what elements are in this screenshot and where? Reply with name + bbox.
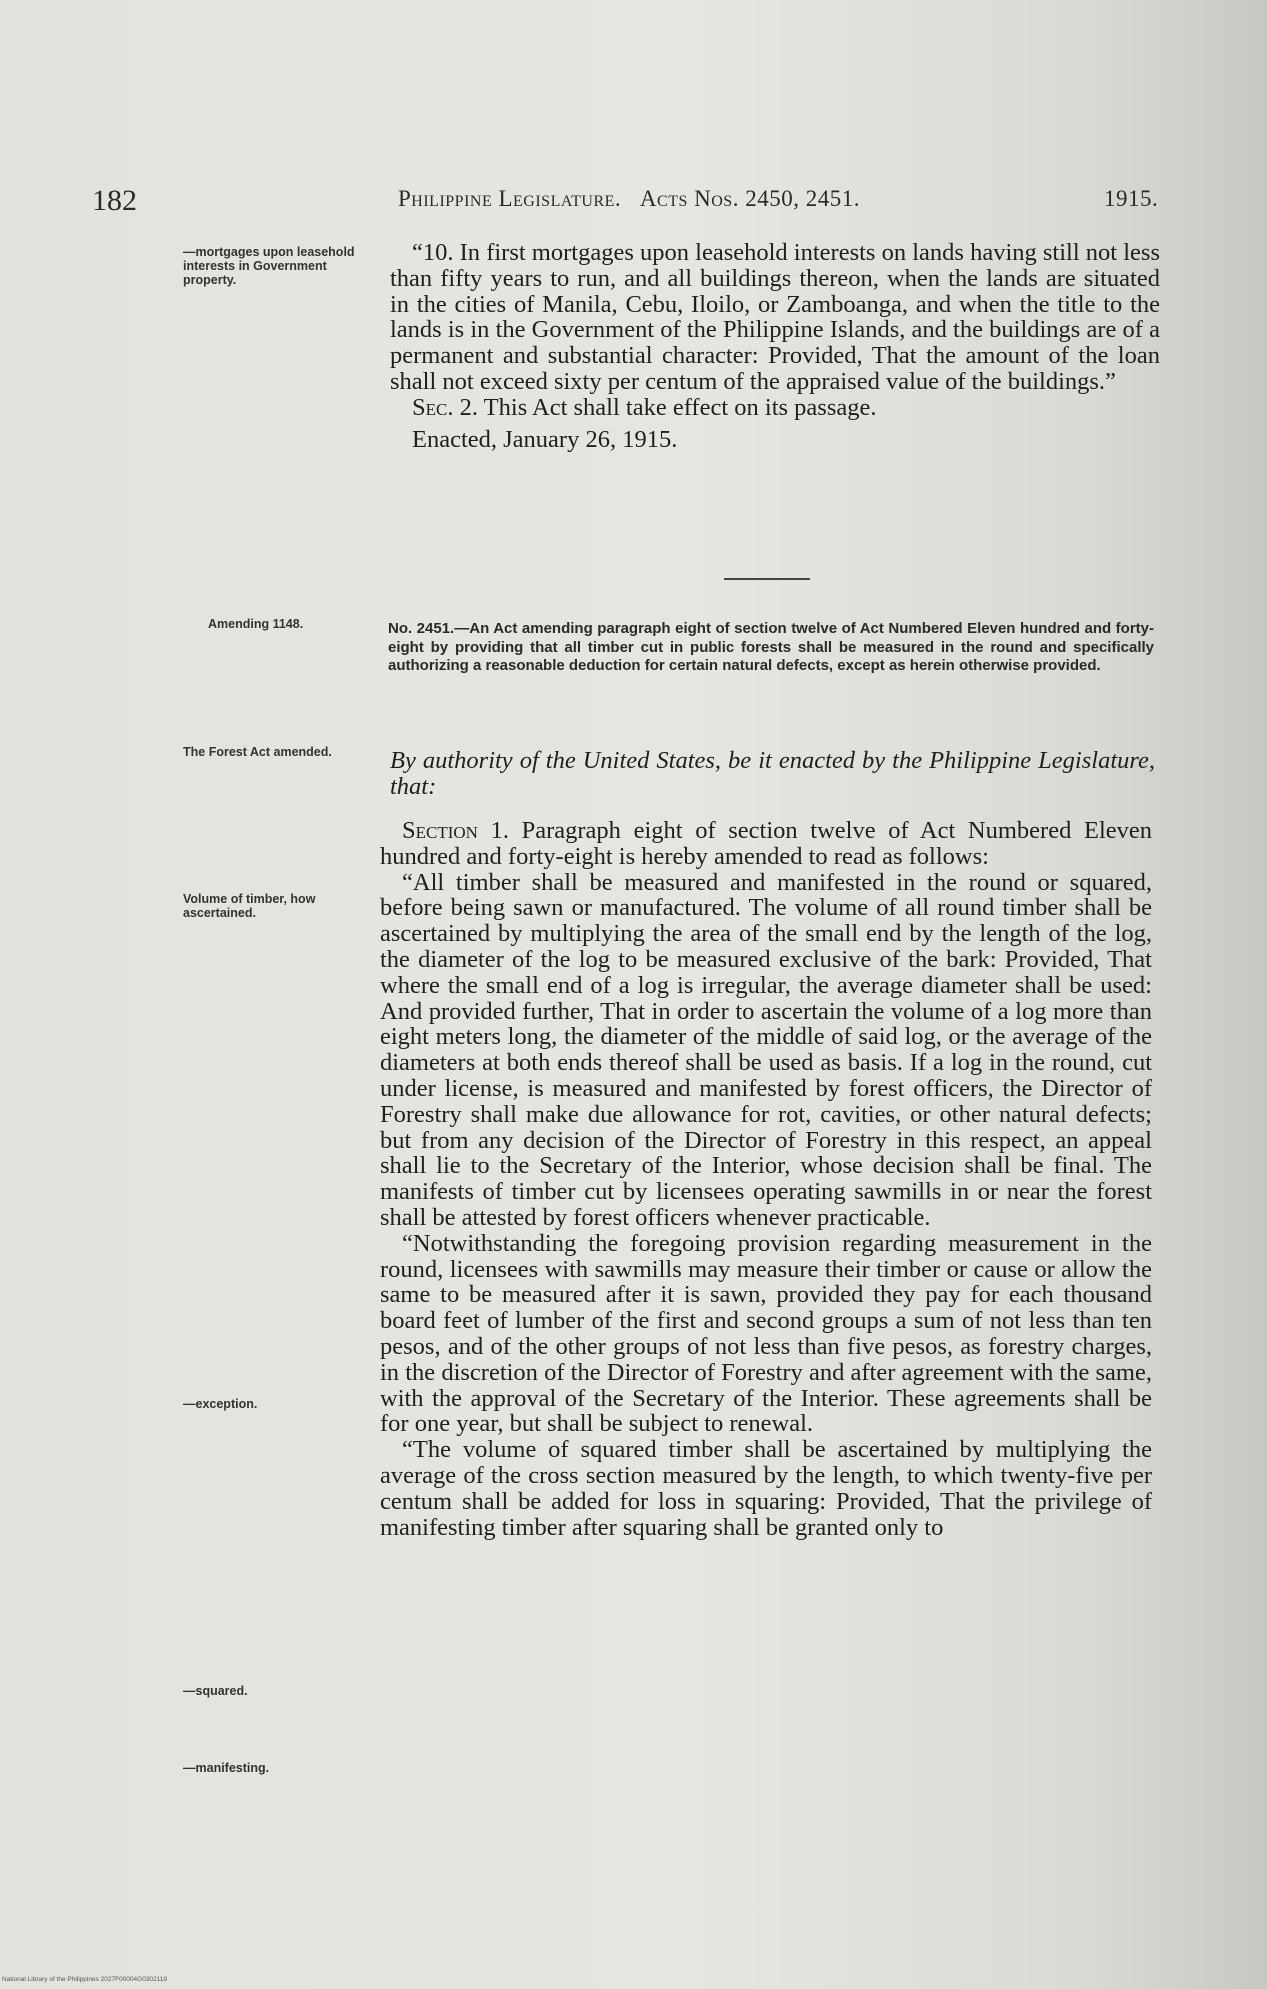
margin-note-mortgages: —mortgages upon leasehold interests in Government property.	[183, 245, 355, 287]
act-2450-paragraph-10: “10. In first mortgages upon leasehold interests on lands having still not less than fifty years to run, and all buildings thereon, when the lands are situated in the cities of Manila, Cebu, Iloilo, or Zamboanga, and when the title to the lands is in the Government of the Philippine Islands, and the buildings are of a permanent and substantial character: Provided, That the amount of the loan shall not exceed sixty per centum of the appraised value of the buildings.”	[390, 239, 1160, 395]
running-head-acts: Acts Nos. 2450, 2451.	[639, 186, 860, 211]
margin-note-manifesting: —manifesting.	[183, 1761, 270, 1775]
running-head-title: Philippine Legislature.	[398, 186, 622, 211]
scan-footer-tag: National Library of the Philippines 2027F00004G0302119	[2, 1976, 168, 1983]
act-2450-enacted-date: Enacted, January 26, 1915.	[412, 425, 678, 453]
act-divider	[724, 578, 810, 580]
margin-note-volume: Volume of timber, how ascertained.	[183, 892, 316, 920]
act-2450-section-2	[390, 395, 1160, 421]
paragraph-exception: “Notwithstanding the foregoing provision regarding measurement in the round, licensees with sawmills may measure their timber or cause or allow the same to be measured after it is sawn, provided they pay for each thousand board feet of lumber of the first and second groups a sum of not less than ten pesos, and of the other groups of not less than five pesos, as forestry charges, in the discretion of the Director of Forestry and after agreement with the same, with the approval of the Secretary of the Interior. These agreements shall be for one year, but shall be subject to renewal.	[380, 1229, 1152, 1438]
paragraph-squared-timber: “The volume of squared timber shall be ascertained by multiplying the average of the cross section measured by the length, to which twenty-five per centum shall be added for loss in squaring: Provided, That the privilege of manifesting timber after squaring shall be granted only to	[380, 1436, 1152, 1541]
section-2-text: This Act shall take effect on its passage.	[483, 393, 877, 421]
paragraph-volume-of-timber: “All timber shall be measured and manifested in the round or squared, before being sawn or manufactured. The volume of all round timber shall be ascertained by multiplying the area of the small end by the length of the log, the diameter of the log to be measured exclusive of the bark: Provided, That where the small end of a log is irregular, the average diameter shall be used: And provided further, That in order to ascertain the volume of a log more than eight meters long, the diameter of the middle of said log, or the average of the diameters at both ends thereof shall be used as basis. If a log in the round, cut under license, is measured and manifested by forest officers, the Director of Forestry shall make due allowance for rot, cavities, or other natural defects; but from any decision of the Director of Forestry in this respect, an appeal shall lie to the Secretary of the Interior, whose decision shall be final. The manifests of timber cut by licensees operating sawmills in or near the forest shall be attested by forest officers whenever practicable.	[380, 868, 1152, 1231]
act-2451-summary	[388, 620, 1154, 676]
margin-note-amending: Amending 1148.	[208, 617, 304, 631]
act-2451-summary-text: —An Act amending paragraph eight of section twelve of Act Numbered Eleven hundred and forty-eight by providing that all timber cut in public forests shall be measured in the round and specifically authorizing a reasonable deduction for certain natural defects, except as herein otherwise provided.	[388, 620, 1154, 674]
enacting-clause: By authority of the United States, be it enacted by the Philippine Legislature, that:	[390, 747, 1155, 800]
margin-note-forest-act: The Forest Act amended.	[183, 745, 332, 759]
margin-note-squared: —squared.	[183, 1684, 248, 1698]
running-head	[398, 186, 1168, 212]
margin-note-exception: —exception.	[183, 1397, 258, 1411]
section-2-label: Sec. 2.	[412, 393, 478, 421]
section-1-text: Paragraph eight of section twelve of Act Numbered Eleven hundred and forty-eight is hereby amended to read as follows:	[380, 817, 1152, 870]
act-2451-number: No. 2451.	[388, 620, 455, 637]
act-2451-body	[380, 818, 1152, 1540]
act-2450-text	[390, 240, 1160, 452]
section-1-label: Section 1.	[402, 817, 509, 844]
page-number: 182	[92, 184, 137, 217]
running-head-year: 1915.	[1104, 186, 1159, 211]
act-2451-section-1	[380, 818, 1152, 870]
